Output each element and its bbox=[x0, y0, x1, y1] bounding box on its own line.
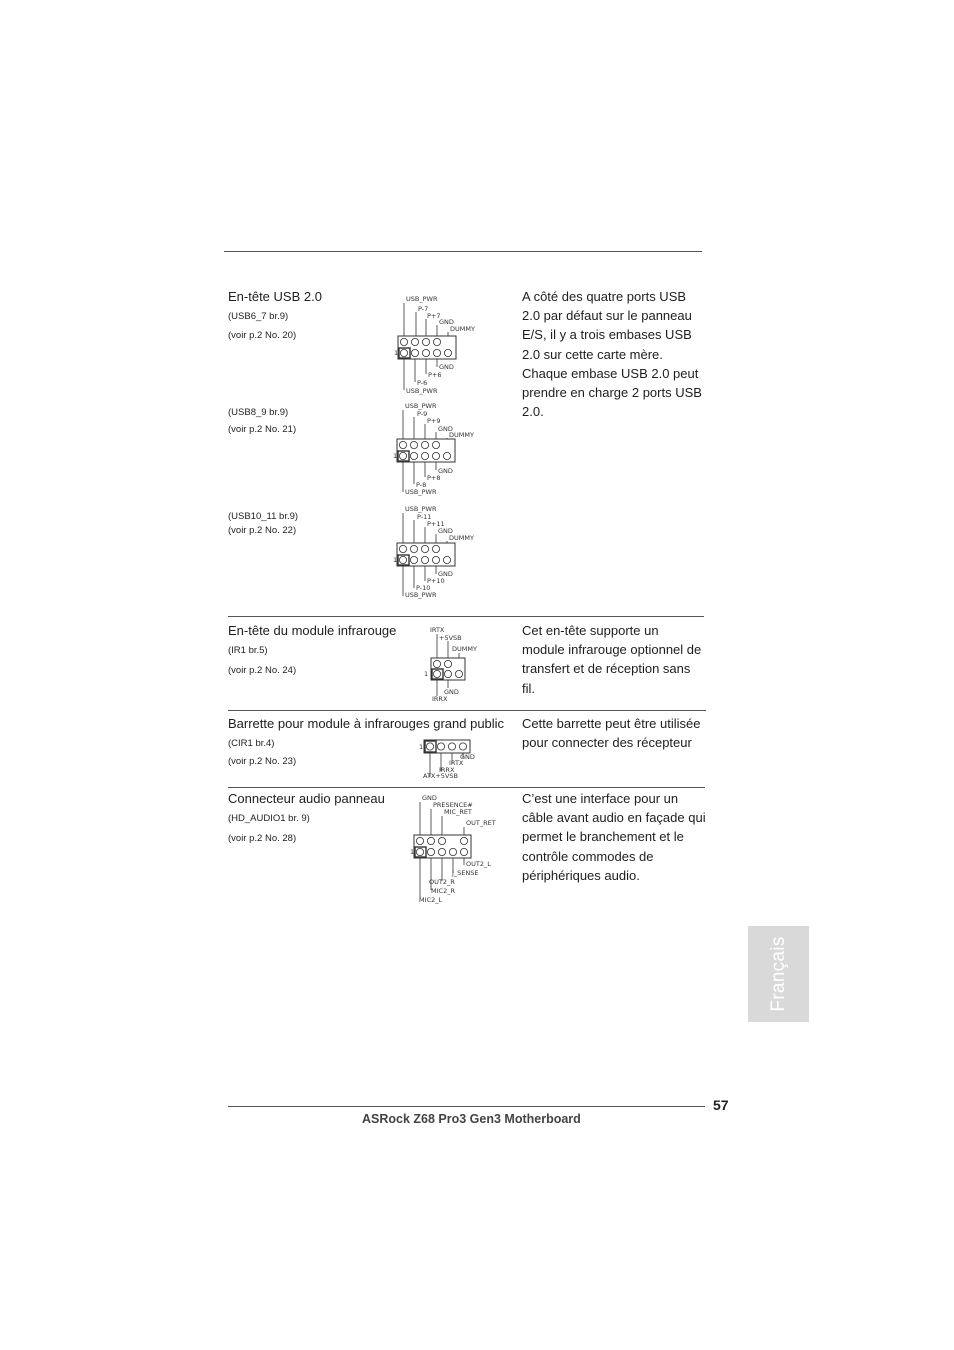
divider-cir bbox=[228, 710, 706, 711]
divider-audio bbox=[228, 787, 705, 788]
svg-text:P+7: P+7 bbox=[427, 312, 441, 320]
svg-text:IRRX: IRRX bbox=[439, 766, 455, 774]
svg-text:USB_PWR: USB_PWR bbox=[406, 295, 438, 303]
usb2-ref: (USB8_9 br.9) bbox=[228, 407, 289, 418]
audio-description: C’est une interface pour un câble avant audio en façade qui permet le branchement et le contrôle commodes de périphériques audio. bbox=[522, 791, 706, 883]
svg-text:1: 1 bbox=[393, 452, 398, 460]
page-number: 57 bbox=[713, 1097, 729, 1113]
svg-text:USB_PWR: USB_PWR bbox=[405, 488, 437, 496]
svg-text:USB_PWR: USB_PWR bbox=[406, 387, 438, 395]
svg-text:P-7: P-7 bbox=[418, 305, 429, 313]
svg-text:MIC2_L: MIC2_L bbox=[419, 896, 443, 904]
usb-section-title: En-tête USB 2.0 bbox=[228, 289, 322, 304]
svg-text:IRRX: IRRX bbox=[432, 695, 448, 703]
usb3-see: (voir p.2 No. 22) bbox=[228, 525, 297, 536]
ir-see: (voir p.2 No. 24) bbox=[228, 665, 297, 676]
svg-text:1: 1 bbox=[419, 743, 424, 751]
audio-section-title: Connecteur audio panneau bbox=[228, 791, 385, 806]
svg-text:ATX+5VSB: ATX+5VSB bbox=[423, 772, 458, 780]
svg-text:1: 1 bbox=[393, 556, 398, 564]
svg-text:GND: GND bbox=[460, 753, 475, 761]
top-rule bbox=[224, 251, 702, 252]
svg-text:GND: GND bbox=[438, 467, 453, 475]
svg-text:GND: GND bbox=[438, 527, 453, 535]
ir-ref: (IR1 br.5) bbox=[228, 645, 268, 656]
svg-text:P+9: P+9 bbox=[427, 417, 441, 425]
svg-text:USB_PWR: USB_PWR bbox=[405, 402, 437, 410]
svg-text:OUT2_L: OUT2_L bbox=[466, 860, 491, 868]
svg-text:GND: GND bbox=[444, 688, 459, 696]
usb10-11-header-diagram bbox=[392, 503, 482, 601]
footer-product-name: ASRock Z68 Pro3 Gen3 Motherboard bbox=[362, 1112, 581, 1126]
footer-rule bbox=[228, 1106, 705, 1107]
usb8-9-header-diagram bbox=[392, 400, 482, 498]
svg-text:P+11: P+11 bbox=[427, 520, 445, 528]
svg-text:DUMMY: DUMMY bbox=[449, 431, 474, 439]
svg-text:GND: GND bbox=[439, 318, 454, 326]
svg-text:P-11: P-11 bbox=[417, 513, 432, 521]
svg-text:MIC2_R: MIC2_R bbox=[431, 887, 455, 895]
svg-text:USB_PWR: USB_PWR bbox=[405, 505, 437, 513]
cir-description: Cette barrette peut être utilisée pour connecter des récepteur bbox=[522, 716, 701, 751]
svg-text:DUMMY: DUMMY bbox=[449, 534, 474, 542]
svg-text:GND: GND bbox=[438, 425, 453, 433]
usb-description: A côté des quatre ports USB 2.0 par défaut sur le panneau E/S, il y a trois embases USB 2.0 sur cette carte mère. Chaque embase USB 2.0 peut prendre en charge 2 ports USB 2.0. bbox=[522, 289, 702, 420]
svg-text:P+8: P+8 bbox=[427, 474, 441, 482]
svg-text:+5VSB: +5VSB bbox=[439, 634, 462, 642]
ir-section-title: En-tête du module infrarouge bbox=[228, 623, 397, 638]
divider-ir bbox=[228, 616, 704, 617]
svg-text:1: 1 bbox=[424, 670, 429, 678]
usb1-see: (voir p.2 No. 20) bbox=[228, 330, 297, 341]
svg-text:J_SENSE: J_SENSE bbox=[452, 869, 479, 877]
cir-section-title: Barrette pour module à infrarouges grand public bbox=[228, 716, 505, 731]
language-side-tab bbox=[748, 926, 809, 1022]
svg-text:OUT2_R: OUT2_R bbox=[429, 878, 455, 886]
svg-text:DUMMY: DUMMY bbox=[452, 645, 477, 653]
svg-text:DUMMY: DUMMY bbox=[450, 325, 475, 333]
audio-see: (voir p.2 No. 28) bbox=[228, 833, 297, 844]
svg-text:OUT_RET: OUT_RET bbox=[466, 819, 496, 827]
svg-text:1: 1 bbox=[394, 349, 399, 357]
cir-ref: (CIR1 br.4) bbox=[228, 738, 275, 749]
ir-header-diagram bbox=[420, 624, 490, 704]
cir-see: (voir p.2 No. 23) bbox=[228, 756, 297, 767]
svg-text:USB_PWR: USB_PWR bbox=[405, 591, 437, 599]
svg-text:1: 1 bbox=[410, 848, 415, 856]
svg-text:P+10: P+10 bbox=[427, 577, 445, 585]
svg-text:P-6: P-6 bbox=[417, 379, 428, 387]
svg-text:P-10: P-10 bbox=[416, 584, 431, 592]
svg-text:P-8: P-8 bbox=[416, 481, 427, 489]
svg-text:GND: GND bbox=[438, 570, 453, 578]
svg-text:IRTX: IRTX bbox=[449, 759, 464, 767]
svg-text:PRESENCE#: PRESENCE# bbox=[433, 801, 473, 809]
svg-text:IRTX: IRTX bbox=[430, 626, 445, 634]
hd-audio-header-diagram bbox=[405, 792, 505, 906]
usb2-see: (voir p.2 No. 21) bbox=[228, 424, 297, 435]
svg-text:GND: GND bbox=[439, 363, 454, 371]
svg-text:P-9: P-9 bbox=[417, 410, 428, 418]
language-tab-label: Français bbox=[767, 936, 789, 1012]
usb1-ref: (USB6_7 br.9) bbox=[228, 311, 289, 322]
svg-text:GND: GND bbox=[422, 794, 437, 802]
svg-text:MIC_RET: MIC_RET bbox=[444, 808, 472, 816]
audio-ref: (HD_AUDIO1 br. 9) bbox=[228, 813, 310, 824]
usb3-ref: (USB10_11 br.9) bbox=[228, 511, 299, 522]
cir-header-diagram bbox=[418, 738, 488, 782]
usb6-7-header-diagram bbox=[392, 292, 482, 396]
ir-description: Cet en-tête supporte un module infrarouge optionnel de transfert et de réception sans fil. bbox=[522, 623, 702, 696]
svg-text:P+6: P+6 bbox=[428, 371, 442, 379]
